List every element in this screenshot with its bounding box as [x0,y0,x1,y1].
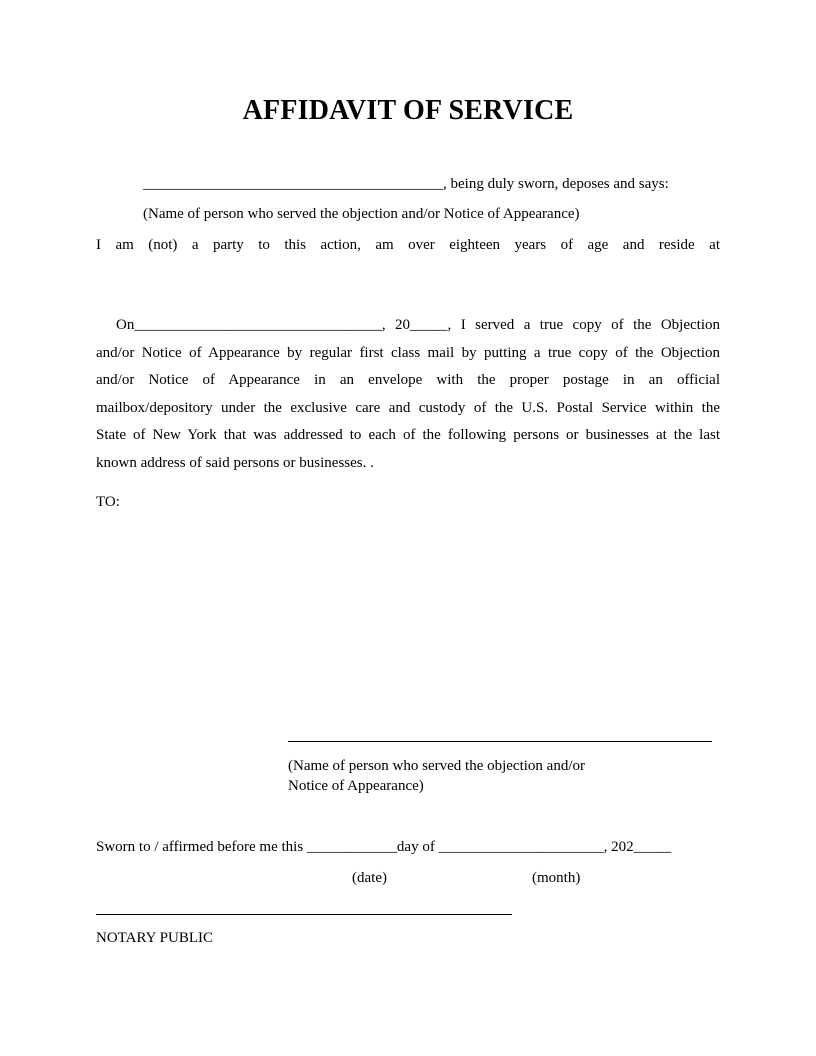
signature-caption-line1: (Name of person who served the objection and/or [288,758,585,774]
intro-caption: (Name of person who served the objection and/or Notice of Appearance) [143,206,580,222]
sworn-line: Sworn to / affirmed before me this ____________day of ______________________, 202_____ [96,839,672,855]
date-label: (date) [352,870,387,886]
signature-rule [288,741,712,742]
intro-line: ________________________________________, being duly sworn, deposes and says: [143,176,669,192]
service-paragraph-line: and/or Notice of Appearance by regular first class mail by putting a true copy of the Objection [96,344,720,361]
month-label: (month) [532,870,581,886]
service-paragraph-line: known address of said persons or businesses. . [96,454,374,471]
service-paragraph [96,315,720,481]
service-paragraph-line: and/or Notice of Appearance in an envelope with the proper postage in an official [96,372,720,389]
notary-signature-rule [96,914,512,915]
signature-caption-line2: Notice of Appearance) [288,778,424,794]
service-paragraph-line: mailbox/depository under the exclusive care and custody of the U.S. Postal Service within the [96,399,720,416]
document-title: AFFIDAVIT OF SERVICE [242,95,574,126]
residence-line: I am (not) a party to this action, am over eighteen years of age and reside at [96,237,720,253]
to-label: TO: [96,494,120,510]
service-paragraph-line: State of New York that was addressed to each of the following persons or businesses at the last [96,427,720,444]
notary-label: NOTARY PUBLIC [96,930,214,946]
service-paragraph-line: On_________________________________, 20_____, I served a true copy of the Objection [116,317,720,333]
